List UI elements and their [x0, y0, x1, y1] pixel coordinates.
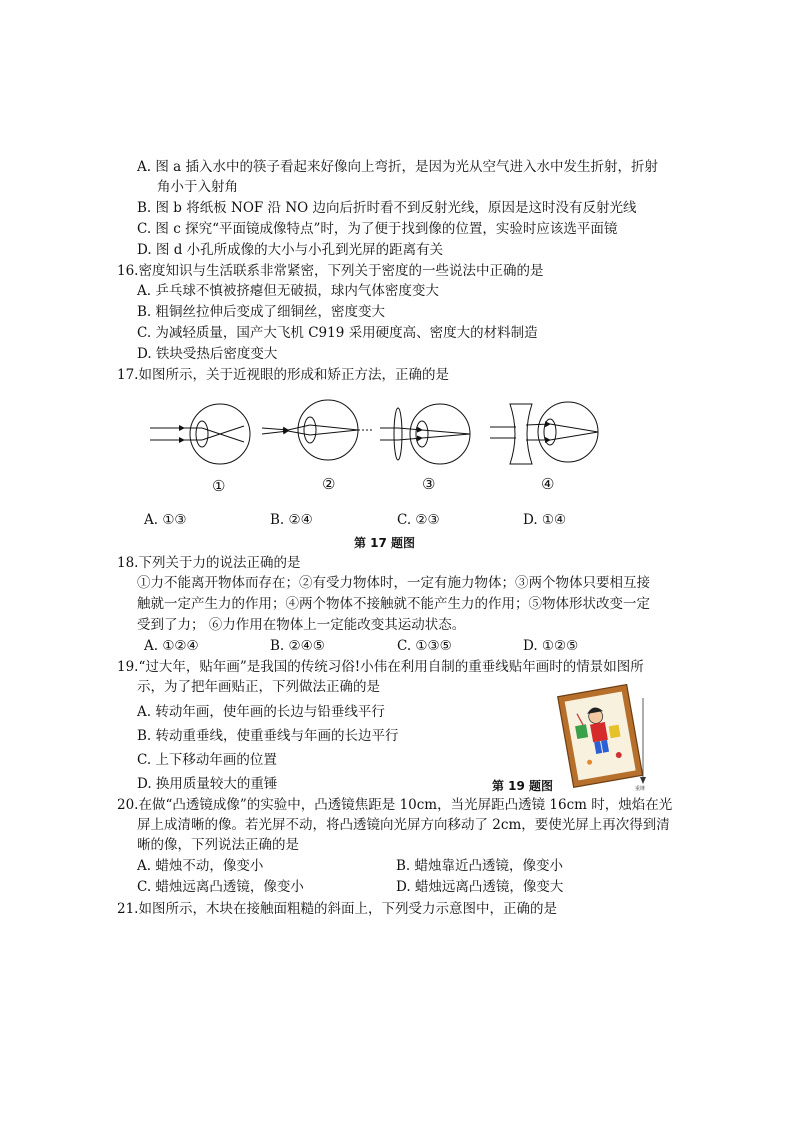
q19-option-c: C. 上下移动年画的位置 [137, 752, 277, 768]
q20-option-d: D. 蜡烛远离凸透镜，像变大 [396, 879, 564, 895]
q20-stem-line1: 20.在做“凸透镜成像”的实验中，凸透镜焦距是 10cm，当光屏距凸透镜 16cm 时，烛焰在光 [117, 797, 673, 813]
q17-fig-label-1: ① [212, 477, 226, 495]
q15-option-d: D. 图 d 小孔所成像的大小与小孔到光屏的距离有关 [137, 242, 444, 258]
q19-figure-caption: 第 19 题图 [492, 779, 554, 793]
q17-fig-label-4: ④ [541, 475, 555, 493]
q18-statements-line2: 触就一定产生力的作用；④两个物体不接触就不能产生力的作用；⑤物体形状改变一定 [137, 596, 650, 612]
q18-option-c: C. ①③⑤ [397, 638, 452, 654]
q18-option-d: D. ①②⑤ [523, 638, 579, 654]
q15-option-a-line1: A. 图 a 插入水中的筷子看起来好像向上弯折，是因为光从空气进入水中发生折射，折射 [137, 159, 658, 175]
q20-option-b: B. 蜡烛靠近凸透镜，像变小 [396, 858, 564, 874]
q19-stem-line2: 示，为了把年画贴正，下列做法正确的是 [137, 679, 380, 695]
q17-stem: 17.如图所示，关于近视眼的形成和矫正方法，正确的是 [117, 367, 449, 383]
q19-new-year-picture-illustration [555, 680, 660, 792]
q16-option-c: C. 为减轻质量，国产大飞机 C919 采用硬度高、密度大的材料制造 [137, 325, 538, 341]
q16-stem: 16.密度知识与生活联系非常紧密，下列关于密度的一些说法中正确的是 [117, 263, 544, 279]
q20-stem-line2: 屏上成清晰的像。若光屏不动，将凸透镜向光屏方向移动了 2cm，要使光屏上再次得到清 [137, 817, 670, 833]
q16-option-d: D. 铁块受热后密度变大 [137, 346, 278, 362]
q21-stem: 21.如图所示，木块在接触面粗糙的斜面上，下列受力示意图中，正确的是 [117, 901, 557, 917]
q17-option-c: C. ②③ [397, 512, 440, 528]
q19-option-d: D. 换用质量较大的重锤 [137, 776, 278, 792]
q19-stem-line1: 19.“过大年，贴年画”是我国的传统习俗!小伟在利用自制的重垂线贴年画时的情景如图所 [117, 659, 644, 675]
q17-option-d: D. ①④ [523, 512, 567, 528]
q20-stem-line3: 晰的像，下列说法正确的是 [137, 837, 299, 853]
q17-eye-diagrams [140, 392, 620, 472]
eye-diagram-1 [150, 404, 250, 464]
eye-diagram-4 [490, 402, 598, 464]
q15-option-c: C. 图 c 探究“平面镜成像特点”时，为了便于找到像的位置，实验时应该选平面镜 [137, 221, 618, 237]
q19-option-a: A. 转动年画，使年画的长边与铅垂线平行 [137, 704, 385, 720]
q17-fig-label-3: ③ [422, 475, 436, 493]
q18-statements-line3: 受到了力； ⑥力作用在物体上一定能改变其运动状态。 [137, 617, 466, 633]
q17-option-a: A. ①③ [144, 512, 187, 528]
q18-option-b: B. ②④⑤ [270, 638, 325, 654]
q15-option-b: B. 图 b 将纸板 NOF 沿 NO 边向后折时看不到反射光线，原因是这时没有反射光线 [137, 200, 637, 216]
q17-figure-caption: 第 17 题图 [354, 536, 416, 550]
q20-option-a: A. 蜡烛不动，像变小 [137, 858, 264, 874]
q18-option-a: A. ①②④ [144, 638, 199, 654]
q17-fig-label-2: ② [322, 475, 336, 493]
eye-diagram-2 [262, 400, 372, 460]
q18-statements-line1: ①力不能离开物体而存在；②有受力物体时，一定有施力物体；③两个物体只要相互接 [137, 575, 650, 591]
q15-option-a-line2: 角小于入射角 [157, 179, 238, 195]
q17-option-b: B. ②④ [270, 512, 313, 528]
q16-option-a: A. 乒乓球不慎被挤瘪但无破损，球内气体密度变大 [137, 283, 439, 299]
q18-stem: 18.下列关于力的说法正确的是 [117, 555, 301, 571]
q16-option-b: B. 粗铜丝拉伸后变成了细铜丝，密度变大 [137, 304, 386, 320]
eye-diagram-3 [380, 404, 470, 464]
q19-option-b: B. 转动重垂线，使重垂线与年画的长边平行 [137, 728, 399, 744]
plumb-bob-label: 重锤 [635, 786, 646, 792]
q20-option-c: C. 蜡烛远离凸透镜，像变小 [137, 879, 304, 895]
